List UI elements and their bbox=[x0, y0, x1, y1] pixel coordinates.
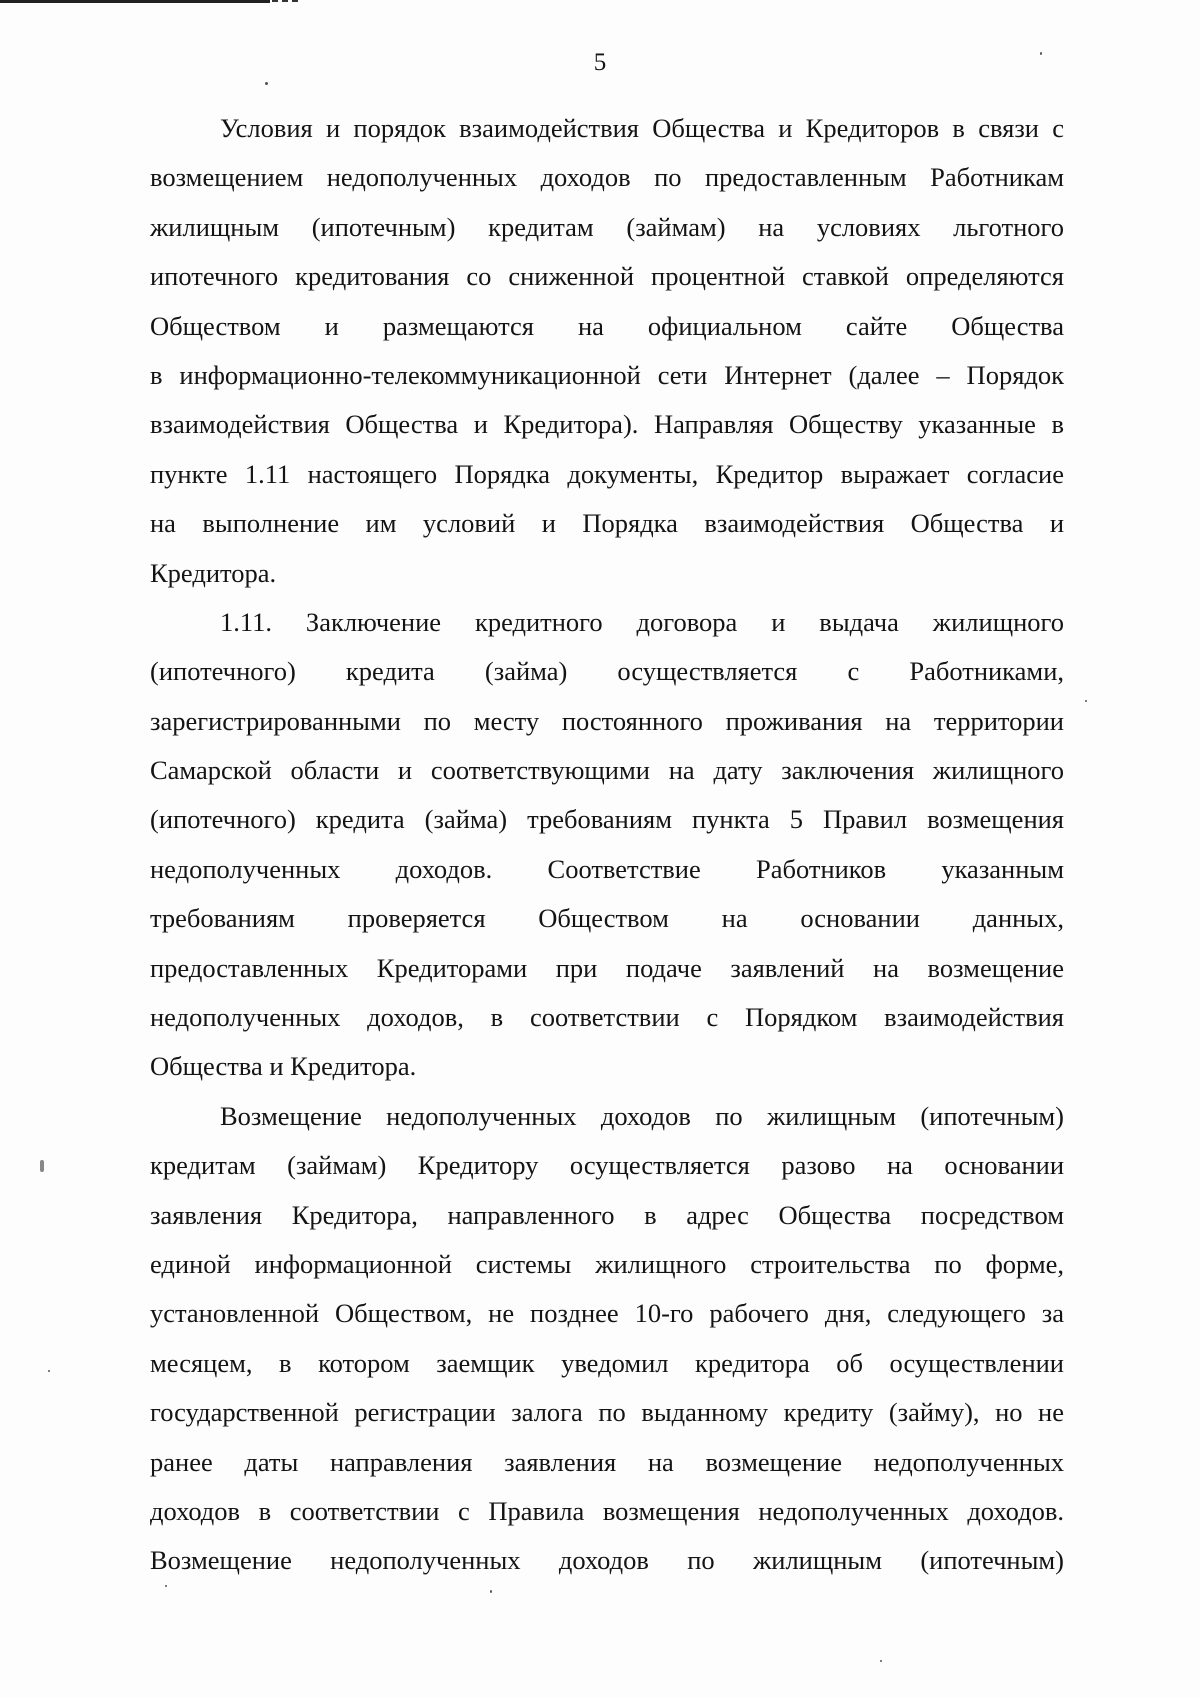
text-line: установленной Обществом, не позднее 10-го рабочего дня, следующего за bbox=[150, 1298, 1064, 1329]
text-line: ранее даты направления заявления на возмещение недополученных bbox=[150, 1446, 1064, 1477]
text-line: заявления Кредитора, направленного в адрес Общества посредством bbox=[150, 1199, 1064, 1230]
text-line: Возмещение недополученных доходов по жилищным (ипотечным) bbox=[220, 1100, 1064, 1131]
text-line: доходов в соответствии с Правила возмещения недополученных доходов. bbox=[150, 1495, 1064, 1526]
text-line: (ипотечного) кредита (займа) требованиям пункта 5 Правил возмещения bbox=[150, 804, 1064, 835]
text-line: зарегистрированными по месту постоянного проживания на территории bbox=[150, 705, 1064, 736]
text-line: предоставленных Кредиторами при подаче заявлений на возмещение bbox=[150, 952, 1064, 983]
text-line: Условия и порядок взаимодействия Общества и Кредиторов в связи с bbox=[220, 113, 1064, 143]
top-rule-dashes bbox=[272, 0, 302, 2]
text-line: месяцем, в котором заемщик уведомил кредитора об осуществлении bbox=[150, 1347, 1064, 1378]
page-number: 5 bbox=[593, 49, 607, 76]
scan-speck bbox=[265, 82, 268, 85]
text-line: возмещением недополученных доходов по предоставленным Работникам bbox=[150, 162, 1064, 193]
text-line: требованиям проверяется Обществом на основании данных, bbox=[150, 903, 1064, 934]
text-line: Обществом и размещаются на официальном сайте Общества bbox=[150, 310, 1064, 341]
text-line: на выполнение им условий и Порядка взаимодействия Общества и bbox=[150, 508, 1064, 539]
scan-speck bbox=[1040, 52, 1042, 55]
text-line: пункте 1.11 настоящего Порядка документы, Кредитор выражает согласие bbox=[150, 458, 1064, 489]
text-line: недополученных доходов. Соответствие Работников указанным bbox=[150, 853, 1064, 884]
text-line: Кредитора. bbox=[150, 557, 277, 588]
top-rule-line bbox=[0, 0, 270, 3]
text-line: 1.11. Заключение кредитного договора и выдача жилищного bbox=[220, 606, 1064, 637]
scan-speck bbox=[48, 1370, 50, 1372]
text-line: (ипотечного) кредита (займа) осуществляется с Работниками, bbox=[150, 656, 1064, 687]
text-line: единой информационной системы жилищного строительства по форме, bbox=[150, 1248, 1064, 1279]
text-line: Общества и Кредитора. bbox=[150, 1051, 417, 1082]
scan-speck bbox=[880, 1660, 882, 1662]
scan-speck bbox=[1085, 700, 1087, 702]
text-line: ипотечного кредитования со сниженной процентной ставкой определяются bbox=[150, 261, 1064, 292]
text-line: кредитам (займам) Кредитору осуществляется разово на основании bbox=[150, 1150, 1064, 1181]
scan-speck bbox=[40, 1160, 44, 1172]
text-line: жилищным (ипотечным) кредитам (займам) на условиях льготного bbox=[150, 211, 1064, 242]
document-body bbox=[150, 104, 1064, 1586]
text-line: взаимодействия Общества и Кредитора). Направляя Обществу указанные в bbox=[150, 409, 1064, 440]
text-line: Самарской области и соответствующими на дату заключения жилищного bbox=[150, 755, 1064, 786]
text-line: в информационно-телекоммуникационной сети Интернет (далее – Порядок bbox=[150, 359, 1064, 390]
text-line: недополученных доходов, в соответствии с Порядком взаимодействия bbox=[150, 1002, 1064, 1033]
text-line: Возмещение недополученных доходов по жилищным (ипотечным) bbox=[150, 1545, 1064, 1576]
scan-speck bbox=[490, 1590, 492, 1593]
text-line: государственной регистрации залога по выданному кредиту (займу), но не bbox=[150, 1397, 1064, 1428]
scan-speck bbox=[165, 1585, 167, 1587]
